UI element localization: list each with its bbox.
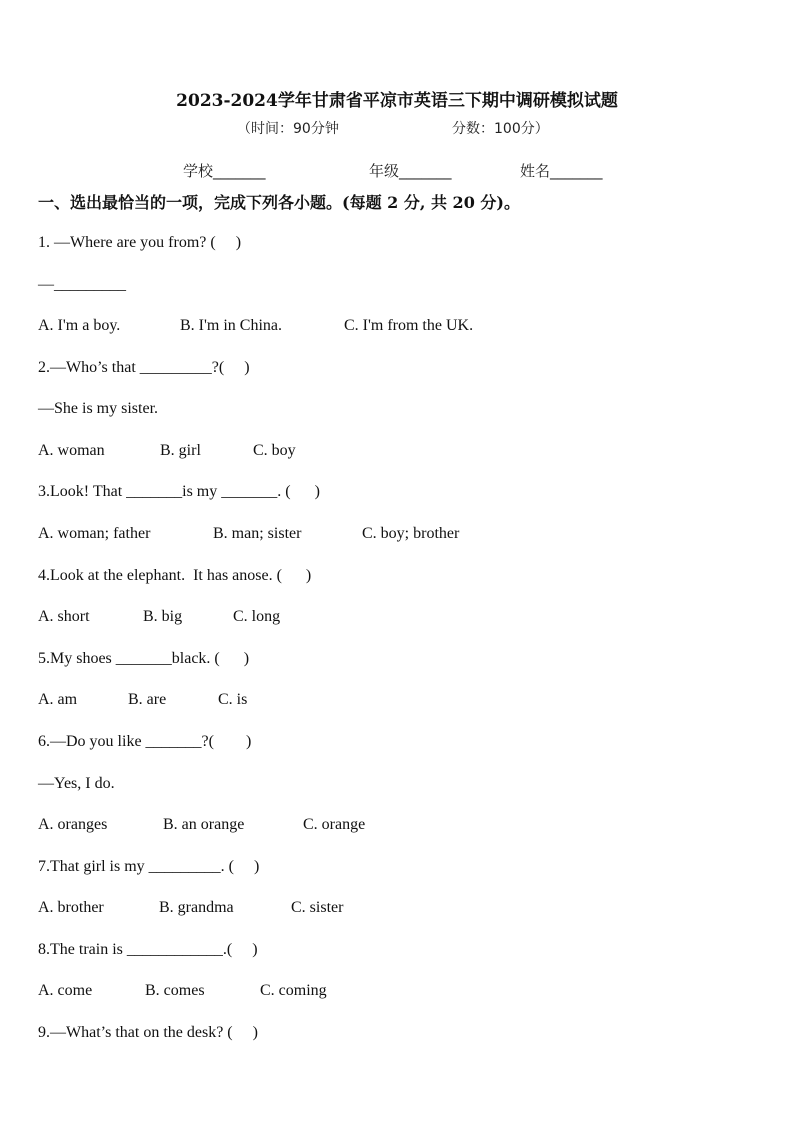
question-6-answer-line: —Yes, I do. — [38, 775, 115, 792]
exam-score: 分数：100分） — [452, 121, 549, 137]
question-5-option-a: A. am — [38, 691, 78, 708]
name-field: 姓名_______ — [520, 162, 603, 180]
question-5-stem: 5.My shoes _______black. ( ) — [38, 650, 250, 667]
question-8-option-a: A. come — [38, 982, 93, 999]
question-3-option-b: B. man; sister — [213, 525, 302, 542]
school-field: 学校_______ — [183, 162, 266, 180]
question-2-option-a: A. woman — [38, 442, 105, 459]
question-7-option-c: C. sister — [291, 899, 344, 916]
question-5-option-b: B. are — [128, 691, 167, 708]
grade-field: 年级_______ — [369, 162, 452, 180]
question-4-stem: 4.Look at the elephant. It has anose. ( ) — [38, 567, 312, 584]
question-2-answer-line: —She is my sister. — [38, 400, 159, 417]
question-8-stem: 8.The train is ____________.( ) — [38, 941, 258, 958]
question-9-stem: 9.—What’s that on the desk? ( ) — [38, 1024, 258, 1041]
question-4-option-c: C. long — [233, 608, 281, 625]
section-heading: 一、选出最恰当的一项，完成下列各小题。(每题 2 分, 共 20 分)。 — [38, 193, 520, 212]
question-4-option-b: B. big — [143, 608, 183, 625]
question-6-option-b: B. an orange — [163, 816, 245, 833]
question-8-option-b: B. comes — [145, 982, 205, 999]
question-7-option-b: B. grandma — [159, 899, 234, 916]
question-1-option-a: A. I'm a boy. — [38, 317, 121, 334]
question-7-stem: 7.That girl is my _________. ( ) — [38, 858, 260, 875]
question-3-option-c: C. boy; brother — [362, 525, 460, 542]
question-6-stem: 6.—Do you like _______?( ) — [38, 733, 252, 750]
question-8-option-c: C. coming — [260, 982, 327, 999]
question-3-option-a: A. woman; father — [38, 525, 151, 542]
question-6-option-a: A. oranges — [38, 816, 108, 833]
question-2-stem: 2.—Who’s that _________?( ) — [38, 359, 250, 376]
question-5-option-c: C. is — [218, 691, 248, 708]
question-1-option-b: B. I'm in China. — [180, 317, 282, 334]
exam-time: （时间：90分钟 — [237, 121, 339, 137]
question-3-stem: 3.Look! That _______is my _______. ( ) — [38, 483, 320, 500]
question-1-option-c: C. I'm from the UK. — [344, 317, 474, 334]
page-title: 2023-2024学年甘肃省平凉市英语三下期中调研模拟试题 — [176, 91, 618, 111]
question-1-answer-line: —_________ — [38, 276, 126, 293]
question-2-option-c: C. boy — [253, 442, 296, 459]
question-2-option-b: B. girl — [160, 442, 201, 459]
question-1-stem: 1. —Where are you from? ( ) — [38, 234, 242, 251]
question-7-option-a: A. brother — [38, 899, 104, 916]
question-4-option-a: A. short — [38, 608, 90, 625]
question-6-option-c: C. orange — [303, 816, 366, 833]
